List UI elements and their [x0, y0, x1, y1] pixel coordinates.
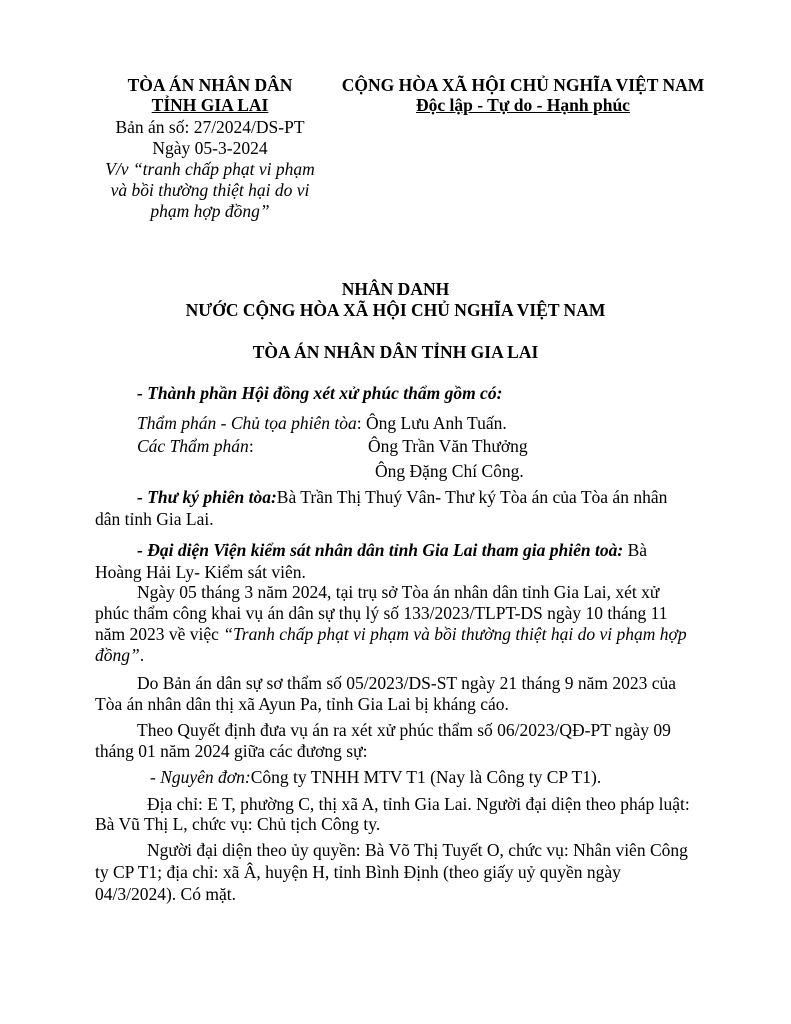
- subject-line-3: phạm hợp đồng”: [150, 201, 270, 221]
- plaintiff-text: Công ty TNHH MTV T1 (Nay là Công ty CP T1).: [250, 767, 602, 787]
- national-title: CỘNG HÒA XÃ HỘI CHỦ NGHĨA VIỆT NAM: [341, 75, 705, 95]
- title-line-3: TÒA ÁN NHÂN DÂN TỈNH GIA LAI: [252, 342, 539, 362]
- judges-colon: :: [248, 436, 254, 456]
- judges-label-text: Các Thẩm phán: [137, 436, 249, 456]
- clerk-line-2: dân tỉnh Gia Lai.: [95, 509, 214, 529]
- panel-heading: - Thành phần Hội đồng xét xử phúc thẩm gồm có:: [137, 383, 503, 403]
- para3-line-2: tháng 01 năm 2024 giữa các đương sự:: [95, 741, 368, 761]
- representative-line-3: 04/3/2024). Có mặt.: [95, 884, 236, 904]
- clerk-line-1: [137, 487, 667, 508]
- para1-line-1: Ngày 05 tháng 3 năm 2024, tại trụ sở Tòa án nhân dân tỉnh Gia Lai, xét xử: [137, 582, 660, 602]
- representative-line-1: Người đại diện theo ủy quyền: Bà Võ Thị Tuyết O, chức vụ: Nhân viên Công: [147, 840, 688, 860]
- address-line-2: Bà Vũ Thị L, chức vụ: Chủ tịch Công ty.: [95, 814, 381, 834]
- court-province-text: TỈNH GIA LAI: [151, 95, 269, 115]
- judge-2: Ông Đặng Chí Công.: [375, 461, 524, 481]
- clerk-text: Bà Trần Thị Thuý Vân- Thư ký Tòa án của Tòa án nhân: [276, 487, 668, 507]
- para2-line-2: Tòa án nhân dân thị xã Ayun Pa, tỉnh Gia Lai bị kháng cáo.: [95, 694, 509, 714]
- subject-line-2: và bồi thường thiệt hại do vi: [110, 180, 310, 200]
- subject-line-1: V/v “tranh chấp phạt vi phạm: [105, 159, 315, 179]
- para1-line-3a: năm 2023 về việc: [95, 624, 224, 644]
- title-line-2: NƯỚC CỘNG HÒA XÃ HỘI CHỦ NGHĨA VIỆT NAM: [185, 300, 606, 320]
- court-province: [95, 95, 325, 116]
- judgment-date: Ngày 05-3-2024: [152, 138, 268, 158]
- procuracy-line-1: [137, 540, 647, 561]
- judge-1: Ông Trần Văn Thưởng: [368, 436, 528, 456]
- presiding-label: Thẩm phán - Chủ tọa phiên tòa: [137, 413, 357, 433]
- national-motto-text: Độc lập - Tự do - Hạnh phúc: [416, 95, 630, 115]
- court-name: TÒA ÁN NHÂN DÂN: [127, 75, 293, 95]
- procuracy-name-start: Bà: [623, 540, 648, 560]
- address-line-1: Địa chỉ: E T, phường C, thị xã A, tỉnh Gia Lai. Người đại diện theo pháp luật:: [147, 794, 690, 814]
- representative-line-2: ty CP T1; địa chỉ: xã Â, huyện H, tỉnh Bình Định (theo giấy uỷ quyền ngày: [95, 862, 621, 882]
- procuracy-label: - Đại diện Viện kiểm sát nhân dân tỉnh Gia Lai tham gia phiên toà:: [137, 540, 624, 560]
- judgment-number: Bản án số: 27/2024/DS-PT: [115, 117, 305, 137]
- para3-line-1: Theo Quyết định đưa vụ án ra xét xử phúc thẩm số 06/2023/QĐ-PT ngày 09: [137, 720, 671, 740]
- plaintiff-line: [150, 767, 601, 788]
- national-motto: [333, 95, 713, 116]
- para1-line-2: phúc thẩm công khai vụ án dân sự thụ lý số 133/2023/TLPT-DS ngày 10 tháng 11: [95, 603, 668, 623]
- para2-line-1: Do Bản án dân sự sơ thẩm số 05/2023/DS-ST ngày 21 tháng 9 năm 2023 của: [137, 673, 676, 693]
- title-line-1: NHÂN DANH: [341, 279, 450, 299]
- para1-line-4-text: đồng”: [95, 645, 140, 665]
- para1-line-3b: “Tranh chấp phạt vi phạm và bồi thường thiệt hại do vi phạm hợp: [223, 624, 687, 644]
- para1-line-3: [95, 624, 687, 645]
- plaintiff-label: - Nguyên đơn:: [150, 767, 251, 787]
- procuracy-line-2: Hoàng Hải Ly- Kiểm sát viên.: [95, 562, 306, 582]
- para1-line-4: [95, 645, 144, 666]
- presiding-judge: [137, 413, 507, 434]
- clerk-label: - Thư ký phiên tòa:: [137, 487, 277, 507]
- presiding-name: : Ông Lưu Anh Tuấn.: [356, 413, 507, 433]
- judges-label: [137, 436, 254, 457]
- para1-line-4-end: .: [139, 645, 145, 665]
